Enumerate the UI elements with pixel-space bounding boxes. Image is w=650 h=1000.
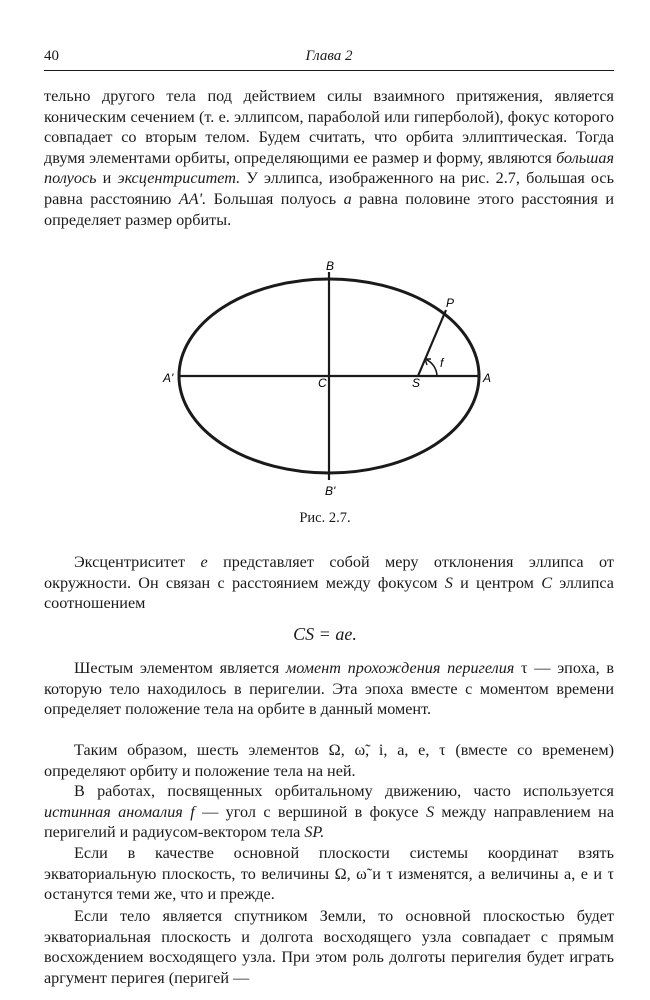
page-number: 40: [44, 48, 59, 64]
label-S: S: [412, 376, 421, 390]
ellipse-figure: [150, 258, 520, 503]
paragraph-equatorial-plane: Если в качестве основной плоскости системы координат взять экваториальную плоскость, то величины Ω, ω̃ и τ изменятся, а величины a, e и τ останутся теми же, что и прежде.: [44, 844, 614, 904]
paragraph-orbit-elements: тельно другого тела под действием силы взаимного притяжения, является коническим сечением (т. е. эллипсом, параболой или гиперболой), фокус которого совпадает со вторым телом. Будем считать, что орбита эллиптическая. Тогда двумя элементами орбиты, определяющими ее размер и форму, являются большая полуось и эксцентриситет. У эллипса, изображенного на рис. 2.7, большая ось равна расстоянию AA'. Большая полуось a равна половине этого расстояния и определяет размер орбиты.: [44, 87, 615, 229]
paragraph-eccentricity: Эксцентриситет e представляет собой меру отклонения эллипса от окружности. Он связан с расстоянием между фокусом S и центром C эллипса соотношением: [44, 553, 614, 613]
label-f: f: [440, 356, 444, 370]
angle-arc: [425, 359, 437, 376]
label-A-prime: A': [163, 371, 174, 385]
label-C: C: [318, 376, 327, 390]
paragraph-true-anomaly: В работах, посвященных орбитальному движению, часто используется истинная аномалия f — угол с вершиной в фокусе S между направлением на перигелий и радиусом-вектором тела SP.: [44, 782, 615, 842]
label-P: P: [446, 296, 455, 310]
figure-caption: Рис. 2.7.: [299, 510, 351, 526]
paragraph-perihelion-time: Шестым элементом является момент прохождения перигелия τ — эпоха, в которую тело находилось в перигелии. Эта эпоха вместе с моментом времени определяет положение тела на орбите в данный момент.: [44, 659, 614, 719]
paragraph-six-elements: Таким образом, шесть элементов Ω, ω̃, i, a, e, τ (вместе со временем) определяют орбиту и положение тела на ней.: [44, 741, 614, 780]
label-B-prime: B': [325, 484, 336, 498]
formula-cs-ae: CS = ae.: [293, 624, 357, 644]
label-A: A: [483, 371, 492, 385]
running-header: [44, 48, 614, 71]
paragraph-earth-satellite: Если тело является спутником Земли, то основной плоскостью будет экваториальная плоскость и долгота восходящего узла совпадает с прямым восхождением восходящего узла. При этом роль долготы перигелия будет играть аргумент перигея (перигей —: [44, 907, 614, 987]
chapter-title: Глава 2: [305, 48, 353, 64]
label-B: B: [326, 259, 335, 273]
